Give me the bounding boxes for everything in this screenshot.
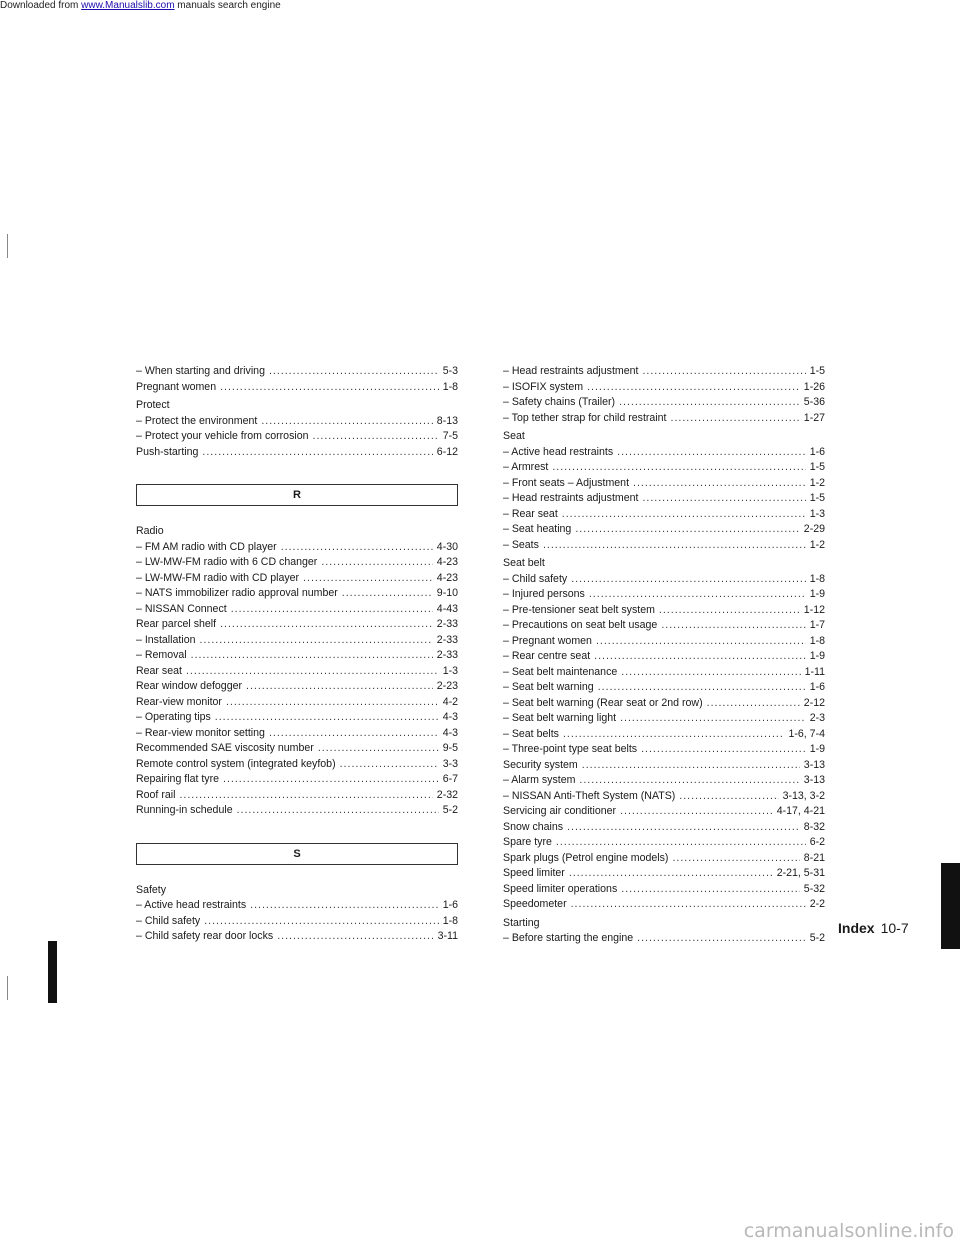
index-entry — [503, 804, 825, 820]
entry-page-ref: 4-23 — [436, 556, 458, 568]
dot-leader — [269, 726, 439, 742]
entry-page-ref: 6-12 — [436, 445, 458, 458]
dot-leader — [642, 491, 805, 507]
entry-page-ref: 4-17, 4-21 — [776, 805, 825, 817]
dot-leader — [637, 931, 806, 947]
index-entry — [503, 460, 825, 476]
entry-page-ref: 5-32 — [803, 882, 825, 895]
index-heading: Starting — [503, 916, 540, 929]
entry-term: – Alarm system — [503, 774, 576, 786]
entry-term: Rear seat — [136, 664, 182, 677]
entry-page-ref: 2-29 — [803, 523, 825, 535]
entry-page-ref: 6-2 — [809, 836, 825, 848]
entry-term: – Seat belt warning — [503, 681, 594, 693]
entry-term: – NISSAN Connect — [136, 602, 227, 615]
entry-term: Speed limiter — [503, 867, 565, 879]
entry-page-ref: 1-3 — [442, 664, 458, 677]
index-column-left — [136, 364, 458, 945]
dot-leader — [641, 742, 806, 758]
dot-leader — [617, 445, 806, 461]
entry-term: – Child safety — [503, 572, 568, 585]
index-entry — [503, 742, 825, 758]
index-entry — [503, 445, 825, 461]
entry-term: – Child safety rear door locks — [136, 930, 274, 942]
entry-page-ref: 9-10 — [436, 587, 458, 599]
index-entry — [136, 555, 458, 571]
dot-leader — [659, 603, 800, 619]
index-entry — [503, 634, 825, 650]
index-entry — [503, 711, 825, 727]
entry-page-ref: 1-5 — [809, 365, 825, 377]
entry-page-ref: 2-12 — [803, 696, 825, 709]
entry-term: – LW-MW-FM radio with CD player — [136, 571, 300, 584]
index-entry — [503, 380, 825, 396]
entry-term: – Before starting the engine — [503, 932, 634, 944]
entry-page-ref: 7-5 — [442, 430, 458, 442]
index-entry — [503, 882, 825, 898]
entry-term: Rear window defogger — [136, 680, 242, 692]
entry-page-ref: 3-13 — [803, 774, 825, 786]
dot-leader — [621, 665, 800, 681]
index-entry — [503, 476, 825, 492]
entry-page-ref: 1-12 — [803, 603, 825, 616]
entry-term: Pregnant women — [136, 380, 217, 393]
dot-leader — [179, 788, 432, 804]
dot-leader — [633, 476, 806, 492]
dot-leader — [671, 411, 800, 427]
entry-page-ref: 5-2 — [442, 804, 458, 816]
index-entry — [136, 929, 458, 945]
entry-page-ref: 1-9 — [809, 588, 825, 600]
page-number: 10-7 — [880, 920, 909, 936]
index-entry — [503, 789, 825, 805]
dot-leader — [340, 757, 439, 773]
entry-page-ref: 4-3 — [442, 726, 458, 739]
entry-page-ref: 2-33 — [436, 649, 458, 661]
entry-page-ref: 3-13 — [803, 758, 825, 771]
dot-leader — [707, 696, 800, 712]
index-entry — [136, 364, 458, 380]
entry-term: – ISOFIX system — [503, 380, 584, 393]
entry-term: – Seat heating — [503, 523, 572, 535]
dot-leader — [571, 897, 806, 913]
entry-page-ref: 1-27 — [803, 411, 825, 424]
entry-term: – Seat belts — [503, 727, 559, 740]
entry-term: – Armrest — [503, 461, 549, 473]
entry-term: – Seat belt warning (Rear seat or 2nd row) — [503, 696, 703, 709]
index-entry — [503, 603, 825, 619]
entry-term: Running-in schedule — [136, 804, 233, 816]
entry-term: Security system — [503, 758, 578, 771]
index-heading: Protect — [136, 399, 170, 411]
entry-term: – Head restraints adjustment — [503, 365, 639, 377]
dot-leader — [215, 710, 439, 726]
index-entry — [503, 364, 825, 380]
entry-term: – Top tether strap for child restraint — [503, 411, 667, 424]
entry-term: – Seats — [503, 538, 539, 551]
dot-leader — [619, 395, 800, 411]
index-entry — [136, 445, 458, 461]
index-entry — [136, 726, 458, 742]
dot-leader — [567, 820, 800, 836]
dot-leader — [277, 929, 433, 945]
entry-page-ref: 1-5 — [809, 461, 825, 473]
entry-term: – NISSAN Anti-Theft System (NATS) — [503, 789, 676, 802]
entry-page-ref: 1-3 — [809, 507, 825, 520]
index-entry — [136, 633, 458, 649]
dot-leader — [575, 522, 799, 538]
index-entry — [503, 680, 825, 696]
index-entry — [136, 617, 458, 633]
entry-term: – Removal — [136, 649, 187, 661]
index-entry — [136, 914, 458, 930]
dot-leader — [220, 380, 439, 396]
dot-leader — [204, 914, 439, 930]
entry-page-ref: 2-23 — [436, 680, 458, 692]
index-entry — [503, 507, 825, 523]
banner-prefix: Downloaded from — [0, 0, 82, 11]
index-entry — [503, 820, 825, 836]
index-entry — [503, 758, 825, 774]
entry-term: Speedometer — [503, 898, 567, 910]
index-entry — [136, 429, 458, 445]
page-footer — [838, 920, 909, 936]
index-entry — [136, 803, 458, 819]
dot-leader — [318, 741, 439, 757]
index-entry — [503, 665, 825, 681]
entry-term: Spare tyre — [503, 836, 552, 848]
entry-page-ref: 8-32 — [803, 820, 825, 833]
download-banner — [0, 0, 281, 12]
index-heading: Radio — [136, 525, 164, 537]
entry-page-ref: 1-9 — [809, 743, 825, 755]
entry-page-ref: 2-32 — [436, 788, 458, 801]
entry-term: – Pregnant women — [503, 634, 592, 647]
dot-leader — [223, 772, 439, 788]
entry-term: – Seat belt maintenance — [503, 665, 618, 678]
entry-page-ref: 1-6 — [809, 681, 825, 693]
entry-term: Speed limiter operations — [503, 882, 618, 895]
dot-leader — [621, 882, 800, 898]
entry-page-ref: 2-21, 5-31 — [776, 867, 825, 879]
crop-mark-top-left — [7, 234, 8, 258]
dot-leader — [342, 586, 433, 602]
entry-term: Remote control system (integrated keyfob) — [136, 757, 336, 770]
entry-term: – Rear-view monitor setting — [136, 726, 265, 739]
dot-leader — [642, 364, 805, 380]
entry-page-ref: 4-2 — [442, 695, 458, 708]
index-entry — [136, 710, 458, 726]
footer-label: Index — [838, 920, 875, 936]
dot-leader — [596, 634, 806, 650]
letter-divider: R — [136, 484, 458, 506]
dot-leader — [571, 572, 806, 588]
index-entry — [136, 898, 458, 914]
dot-leader — [620, 711, 806, 727]
entry-term: – Protect the environment — [136, 414, 258, 427]
index-column-right — [503, 364, 825, 947]
entry-term: Servicing air conditioner — [503, 805, 617, 817]
entry-term: Rear parcel shelf — [136, 618, 217, 630]
index-entry — [136, 602, 458, 618]
entry-term: Push-starting — [136, 445, 199, 458]
index-entry — [503, 395, 825, 411]
index-entry — [503, 649, 825, 665]
entry-page-ref: 8-21 — [803, 851, 825, 864]
index-entry — [503, 773, 825, 789]
entry-page-ref: 1-6 — [809, 445, 825, 458]
dot-leader — [672, 851, 799, 867]
entry-page-ref: 1-8 — [809, 634, 825, 647]
entry-page-ref: 1-11 — [804, 665, 825, 678]
index-entry — [136, 540, 458, 556]
dot-leader — [202, 445, 432, 461]
dot-leader — [661, 618, 805, 634]
binding-bar — [48, 941, 57, 1003]
entry-term: – Child safety — [136, 914, 201, 927]
index-entry — [136, 788, 458, 804]
index-heading: Safety — [136, 883, 167, 896]
index-entry — [136, 757, 458, 773]
dot-leader — [220, 617, 433, 633]
index-entry — [136, 586, 458, 602]
dot-leader — [543, 538, 806, 554]
site-watermark: carmanualsonline.info — [743, 1220, 954, 1242]
dot-leader — [579, 773, 799, 789]
entry-term: – Safety chains (Trailer) — [503, 396, 616, 408]
dot-leader — [261, 414, 432, 430]
index-entry — [503, 897, 825, 913]
entry-term: – Precautions on seat belt usage — [503, 619, 658, 631]
dot-leader — [620, 804, 773, 820]
entry-page-ref: 1-8 — [442, 380, 458, 393]
entry-page-ref: 1-2 — [809, 476, 825, 489]
dot-leader — [186, 664, 439, 680]
entry-page-ref: 2-33 — [436, 633, 458, 646]
index-entry — [503, 618, 825, 634]
entry-term: – Installation — [136, 633, 196, 646]
index-entry — [503, 851, 825, 867]
index-entry — [136, 414, 458, 430]
dot-leader — [281, 540, 433, 556]
entry-term: Repairing flat tyre — [136, 773, 220, 785]
index-heading: Seat — [503, 430, 525, 442]
entry-term: – Active head restraints — [136, 899, 247, 911]
entry-term: – Three-point type seat belts — [503, 743, 638, 755]
index-entry — [136, 380, 458, 396]
dot-leader — [587, 380, 800, 396]
index-entry — [503, 835, 825, 851]
dot-leader — [191, 648, 433, 664]
entry-page-ref: 9-5 — [442, 742, 458, 754]
entry-page-ref: 1-9 — [809, 650, 825, 662]
dot-leader — [250, 898, 439, 914]
dot-leader — [303, 571, 433, 587]
entry-page-ref: 1-6, 7-4 — [788, 727, 825, 740]
entry-page-ref: 4-30 — [436, 540, 458, 553]
index-entry — [136, 648, 458, 664]
entry-term: – Head restraints adjustment — [503, 492, 639, 504]
entry-page-ref: 3-13, 3-2 — [782, 789, 825, 802]
index-entry — [136, 741, 458, 757]
entry-page-ref: 2-3 — [809, 712, 825, 724]
entry-page-ref: 5-3 — [442, 365, 458, 377]
entry-page-ref: 8-13 — [436, 414, 458, 427]
entry-page-ref: 4-3 — [442, 711, 458, 723]
entry-term: – Protect your vehicle from corrosion — [136, 430, 309, 442]
section-tab-marker — [941, 863, 960, 949]
dot-leader — [598, 680, 806, 696]
entry-term: Roof rail — [136, 788, 176, 801]
dot-leader — [679, 789, 778, 805]
index-heading: Seat belt — [503, 557, 545, 569]
entry-term: Spark plugs (Petrol engine models) — [503, 851, 669, 864]
dot-leader — [552, 460, 805, 476]
banner-suffix: manuals search engine — [174, 0, 281, 11]
entry-term: – Rear seat — [503, 507, 558, 520]
entry-term: – Operating tips — [136, 711, 211, 723]
letter-divider: S — [136, 843, 458, 865]
index-entry — [503, 538, 825, 554]
dot-leader — [246, 679, 433, 695]
index-entry — [136, 679, 458, 695]
entry-term: Recommended SAE viscosity number — [136, 742, 314, 754]
dot-leader — [582, 758, 800, 774]
entry-term: – Front seats – Adjustment — [503, 476, 630, 489]
dot-leader — [589, 587, 806, 603]
index-entry — [136, 664, 458, 680]
entry-term: Snow chains — [503, 820, 564, 833]
dot-leader — [199, 633, 432, 649]
entry-term: – NATS immobilizer radio approval number — [136, 587, 338, 599]
entry-page-ref: 5-36 — [803, 396, 825, 408]
dot-leader — [321, 555, 432, 571]
dot-leader — [269, 364, 439, 380]
entry-page-ref: 1-5 — [809, 492, 825, 504]
entry-page-ref: 1-8 — [442, 914, 458, 927]
index-entry — [503, 522, 825, 538]
entry-term: Rear-view monitor — [136, 695, 222, 708]
entry-page-ref: 3-3 — [442, 757, 458, 770]
entry-page-ref: 1-8 — [809, 572, 825, 585]
crop-mark-bottom-left — [7, 976, 8, 1000]
entry-term: – Rear centre seat — [503, 650, 591, 662]
dot-leader — [226, 695, 439, 711]
manualslib-link[interactable]: www.Manualslib.com — [81, 0, 175, 11]
dot-leader — [562, 507, 806, 523]
dot-leader — [569, 866, 773, 882]
entry-page-ref: 6-7 — [442, 773, 458, 785]
index-entry — [136, 571, 458, 587]
entry-page-ref: 4-43 — [436, 602, 458, 615]
entry-term: – Active head restraints — [503, 445, 614, 458]
dot-leader — [237, 803, 439, 819]
entry-term: – Injured persons — [503, 588, 585, 600]
index-entry — [503, 587, 825, 603]
index-entry — [503, 491, 825, 507]
entry-page-ref: 1-2 — [809, 538, 825, 551]
entry-term: – LW-MW-FM radio with 6 CD changer — [136, 556, 318, 568]
dot-leader — [231, 602, 433, 618]
entry-page-ref: 5-2 — [809, 932, 825, 944]
index-entry — [503, 411, 825, 427]
entry-page-ref: 1-26 — [803, 380, 825, 393]
index-entry — [136, 695, 458, 711]
entry-page-ref: 3-11 — [437, 930, 458, 942]
index-entry — [503, 866, 825, 882]
entry-page-ref: 2-33 — [436, 618, 458, 630]
entry-term: – Pre-tensioner seat belt system — [503, 603, 655, 616]
index-entry — [503, 931, 825, 947]
entry-page-ref: 1-6 — [442, 899, 458, 911]
dot-leader — [594, 649, 806, 665]
index-entry — [503, 696, 825, 712]
entry-page-ref: 2-2 — [809, 898, 825, 910]
entry-page-ref: 1-7 — [809, 619, 825, 631]
dot-leader — [313, 429, 439, 445]
index-entry — [503, 572, 825, 588]
entry-page-ref: 4-23 — [436, 571, 458, 584]
dot-leader — [556, 835, 806, 851]
entry-term: – When starting and driving — [136, 365, 265, 377]
entry-term: – Seat belt warning light — [503, 712, 617, 724]
index-entry — [136, 772, 458, 788]
dot-leader — [563, 727, 785, 743]
entry-term: – FM AM radio with CD player — [136, 540, 277, 553]
index-entry — [503, 727, 825, 743]
